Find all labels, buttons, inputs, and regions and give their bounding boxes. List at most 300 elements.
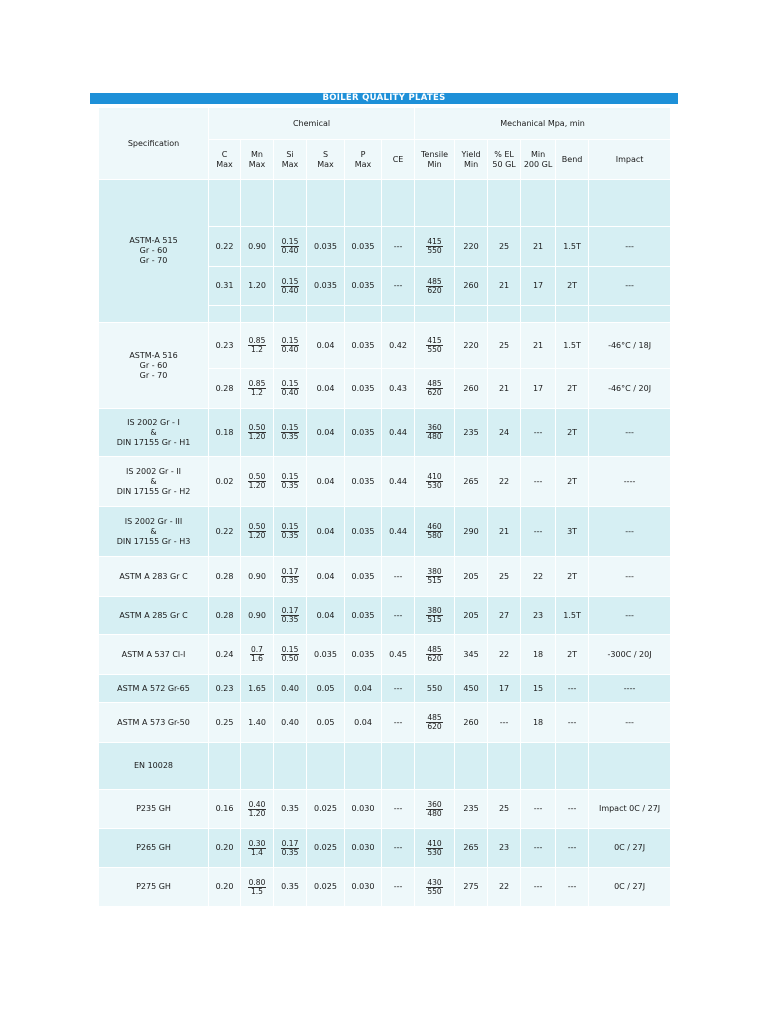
table-cell: 1.40: [241, 703, 274, 743]
fraction-value: $\frac{0.15}{0.40}$: [281, 276, 299, 295]
specification-cell: [99, 675, 209, 703]
table-cell: [415, 507, 455, 557]
table-row: [99, 409, 671, 457]
table-cell: Impact 0C / 27J: [589, 790, 671, 829]
table-cell: [241, 409, 274, 457]
table-cell: [241, 369, 274, 409]
table-cell: 0.43: [382, 369, 415, 409]
table-row: [99, 635, 671, 675]
table-cell: [589, 743, 671, 790]
table-cell: 22: [488, 868, 521, 907]
column-header: Min 200 GL: [521, 140, 556, 180]
table-cell: 23: [521, 597, 556, 635]
fraction-value: $\frac{485}{620}$: [427, 276, 442, 295]
table-title: BOILER QUALITY PLATES: [90, 93, 678, 104]
table-cell: 0.035: [345, 267, 382, 306]
empty-cell: [209, 180, 241, 227]
column-header: % EL 50 GL: [488, 140, 521, 180]
specification-cell: [99, 829, 209, 868]
specification-line: ASTM-A 516: [129, 350, 178, 360]
table-cell: [241, 868, 274, 907]
table-cell: [274, 267, 307, 306]
table-cell: [415, 829, 455, 868]
table-cell: 0.035: [345, 457, 382, 507]
column-header: P Max: [345, 140, 382, 180]
table-cell: 0.22: [209, 507, 241, 557]
fraction-value: $\frac{0.17}{0.35}$: [281, 606, 299, 624]
table-cell: -46°C / 18J: [589, 323, 671, 369]
table-cell: 21: [488, 369, 521, 409]
empty-cell: [556, 306, 589, 323]
fraction-value: $\frac{0.15}{0.35}$: [281, 522, 299, 540]
fraction-value: $\frac{410}{530}$: [427, 472, 442, 490]
empty-cell: [274, 306, 307, 323]
table-cell: 260: [455, 369, 488, 409]
table-cell: [415, 369, 455, 409]
table-cell: ---: [382, 868, 415, 907]
table-cell: [415, 597, 455, 635]
fraction-value: $\frac{0.17}{0.35}$: [281, 567, 299, 585]
table-cell: [241, 829, 274, 868]
table-cell: 17: [521, 267, 556, 306]
table-cell: [209, 743, 241, 790]
table-cell: 0.23: [209, 323, 241, 369]
table-cell: [274, 369, 307, 409]
column-header: Bend: [556, 140, 589, 180]
empty-cell: [307, 306, 345, 323]
table-cell: [241, 790, 274, 829]
specification-line: &: [150, 427, 157, 437]
table-cell: ---: [521, 457, 556, 507]
table-cell: 0.02: [209, 457, 241, 507]
fraction-value: $\frac{460}{580}$: [427, 522, 442, 540]
empty-cell: [241, 180, 274, 227]
table-cell: ---: [521, 829, 556, 868]
empty-cell: [382, 180, 415, 227]
table-cell: 21: [488, 507, 521, 557]
table-cell: 1.65: [241, 675, 274, 703]
fraction-value: $\frac{415}{550}$: [427, 336, 442, 354]
table-row: [99, 868, 671, 907]
table-cell: 0.035: [345, 323, 382, 369]
table-row: [99, 790, 671, 829]
empty-cell: [415, 306, 455, 323]
fraction-value: $\frac{360}{480}$: [427, 423, 442, 441]
specification-line: Gr - 60: [139, 246, 168, 255]
table-cell: 0.04: [307, 409, 345, 457]
table-cell: 205: [455, 557, 488, 597]
table-cell: 0.28: [209, 597, 241, 635]
specification-line: P265 GH: [136, 843, 171, 852]
table-cell: [274, 227, 307, 267]
table-cell: 0.42: [382, 323, 415, 369]
table-cell: 0.035: [345, 227, 382, 267]
table-cell: 22: [488, 457, 521, 507]
specification-cell: [99, 635, 209, 675]
header-chemical: Chemical: [209, 108, 415, 140]
fraction-value: $\frac{0.85}{1.2}$: [248, 336, 266, 354]
table-cell: 0.035: [307, 267, 345, 306]
table-cell: 21: [521, 323, 556, 369]
specification-line: ASTM A 572 Gr-65: [117, 683, 190, 693]
specification-line: EN 10028: [133, 761, 174, 770]
specification-cell: [99, 743, 209, 790]
table-cell: 2T: [556, 557, 589, 597]
table-cell: [415, 323, 455, 369]
table-cell: [274, 635, 307, 675]
fraction-value: $\frac{0.15}{0.35}$: [281, 423, 299, 441]
column-header: C Max: [209, 140, 241, 180]
header-mechanical: Mechanical Mpa, min: [415, 108, 671, 140]
specification-line: ASTM-A 515: [129, 236, 178, 245]
table-cell: ---: [382, 267, 415, 306]
table-cell: ---: [556, 703, 589, 743]
table-cell: 0.90: [241, 597, 274, 635]
specification-cell: [99, 457, 209, 507]
fraction-value: $\frac{485}{620}$: [427, 379, 442, 397]
table-cell: [415, 790, 455, 829]
fraction-value: $\frac{0.15}{0.35}$: [281, 472, 299, 490]
table-cell: 0.31: [209, 267, 241, 306]
table-cell: [415, 743, 455, 790]
table-cell: ---: [382, 597, 415, 635]
specification-cell: [99, 180, 209, 323]
column-header: CE: [382, 140, 415, 180]
table-row: [99, 743, 671, 790]
table-cell: ---: [382, 790, 415, 829]
table-cell: 18: [521, 635, 556, 675]
table-row: [99, 323, 671, 369]
table-cell: 0.22: [209, 227, 241, 267]
specification-line: Gr - 70: [139, 256, 168, 265]
specification-cell: [99, 507, 209, 557]
table-cell: [345, 743, 382, 790]
table-cell: [241, 457, 274, 507]
table-cell: 25: [488, 227, 521, 267]
specification-line: DIN 17155 Gr - H1: [116, 437, 191, 447]
empty-cell: [345, 180, 382, 227]
fraction-value: $\frac{0.40}{1.20}$: [248, 799, 266, 818]
table-row: [99, 675, 671, 703]
empty-cell: [556, 180, 589, 227]
table-cell: 0.40: [274, 675, 307, 703]
table-cell: 0.035: [345, 507, 382, 557]
table-cell: 220: [455, 323, 488, 369]
table-cell: 0.44: [382, 457, 415, 507]
table-cell: 25: [488, 323, 521, 369]
fraction-value: $\frac{0.50}{1.20}$: [248, 423, 266, 441]
specification-cell: [99, 557, 209, 597]
table-cell: ---: [382, 557, 415, 597]
empty-cell: [274, 180, 307, 227]
column-header: Si Max: [274, 140, 307, 180]
table-cell: 0.90: [241, 557, 274, 597]
empty-cell: [488, 180, 521, 227]
empty-cell: [589, 180, 671, 227]
fraction-value: $\frac{0.15}{0.50}$: [281, 645, 299, 663]
table-cell: 1.5T: [556, 597, 589, 635]
table-cell: 27: [488, 597, 521, 635]
table-cell: [241, 743, 274, 790]
table-cell: 0.030: [345, 829, 382, 868]
specification-cell: [99, 409, 209, 457]
table-cell: ---: [589, 267, 671, 306]
table-cell: [274, 507, 307, 557]
specification-line: IS 2002 Gr - I: [127, 417, 180, 427]
table-cell: ---: [382, 703, 415, 743]
table-row: [99, 457, 671, 507]
table-cell: 0.025: [307, 829, 345, 868]
table-cell: [415, 557, 455, 597]
table-cell: 25: [488, 557, 521, 597]
table-cell: 0.025: [307, 868, 345, 907]
table-cell: ---: [521, 507, 556, 557]
table-cell: [274, 557, 307, 597]
table-cell: 0.90: [241, 227, 274, 267]
table-cell: ---: [589, 597, 671, 635]
specification-line: ASTM A 283 Gr C: [119, 571, 188, 581]
table-cell: 0.23: [209, 675, 241, 703]
table-cell: 2T: [556, 457, 589, 507]
specification-line: IS 2002 Gr - III: [124, 516, 183, 526]
table-cell: 0.45: [382, 635, 415, 675]
table-cell: 0.40: [274, 703, 307, 743]
table-cell: [382, 743, 415, 790]
fraction-value: $\frac{0.15}{0.40}$: [281, 336, 299, 354]
empty-cell: [455, 306, 488, 323]
fraction-value: $\frac{0.85}{1.2}$: [248, 379, 266, 397]
table-cell: 24: [488, 409, 521, 457]
table-cell: 21: [488, 267, 521, 306]
table-cell: [274, 323, 307, 369]
table-cell: 0.04: [345, 703, 382, 743]
table-cell: 0.04: [307, 507, 345, 557]
table-cell: 25: [488, 790, 521, 829]
table-cell: ---: [382, 227, 415, 267]
table-cell: 0.035: [345, 635, 382, 675]
fraction-value: $\frac{415}{550}$: [427, 237, 442, 255]
specification-line: ASTM A 573 Gr-50: [117, 717, 190, 727]
table-cell: ---: [556, 675, 589, 703]
fraction-value: $\frac{0.7}{1.6}$: [251, 645, 263, 663]
table-cell: ---: [589, 507, 671, 557]
table-cell: 0.44: [382, 409, 415, 457]
table-cell: 0.04: [307, 323, 345, 369]
fraction-value: $\frac{410}{530}$: [427, 838, 442, 857]
table-cell: 0.35: [274, 868, 307, 907]
table-cell: 220: [455, 227, 488, 267]
table-cell: 235: [455, 409, 488, 457]
table-cell: 290: [455, 507, 488, 557]
specification-line: Gr - 70: [139, 370, 168, 380]
table-cell: [241, 507, 274, 557]
table-cell: [241, 635, 274, 675]
specification-line: Gr - 60: [139, 360, 168, 370]
table-cell: 345: [455, 635, 488, 675]
table-cell: 265: [455, 829, 488, 868]
table-cell: 0.04: [307, 597, 345, 635]
table-cell: 21: [521, 227, 556, 267]
table-cell: 450: [455, 675, 488, 703]
empty-cell: [307, 180, 345, 227]
specification-line: ASTM A 537 Cl-I: [121, 649, 186, 659]
table-cell: [415, 868, 455, 907]
table-cell: 0.035: [307, 635, 345, 675]
table-cell: 0.025: [307, 790, 345, 829]
specification-line: P235 GH: [136, 804, 171, 813]
column-header: S Max: [307, 140, 345, 180]
table-cell: ---: [556, 829, 589, 868]
specification-cell: [99, 323, 209, 409]
table-cell: 0.04: [307, 557, 345, 597]
table-cell: [241, 323, 274, 369]
table-cell: 22: [488, 635, 521, 675]
fraction-value: $\frac{0.50}{1.20}$: [248, 522, 266, 540]
table-cell: [415, 409, 455, 457]
specification-cell: [99, 597, 209, 635]
column-header: Mn Max: [241, 140, 274, 180]
table-row: [99, 507, 671, 557]
fraction-value: $\frac{0.15}{0.40}$: [281, 379, 299, 397]
table-cell: ---: [382, 829, 415, 868]
table-cell: 0.030: [345, 790, 382, 829]
table-cell: ---: [521, 868, 556, 907]
table-cell: [274, 829, 307, 868]
table-cell: ---: [382, 675, 415, 703]
specification-line: IS 2002 Gr - II: [125, 466, 182, 476]
table-cell: ---: [488, 703, 521, 743]
table-cell: 260: [455, 703, 488, 743]
table-cell: ---: [589, 409, 671, 457]
table-cell: 0.04: [307, 369, 345, 409]
table-cell: 0.035: [345, 597, 382, 635]
fraction-value: $\frac{0.80}{1.5}$: [248, 877, 266, 896]
header-specification: Specification: [99, 108, 209, 180]
empty-cell: [415, 180, 455, 227]
table-cell: -300C / 20J: [589, 635, 671, 675]
specification-line: DIN 17155 Gr - H2: [116, 486, 191, 496]
table-cell: ----: [589, 675, 671, 703]
table-cell: 0.20: [209, 829, 241, 868]
table-cell: 0.28: [209, 369, 241, 409]
spacer-row: [99, 180, 671, 227]
table-cell: 0.04: [307, 457, 345, 507]
table-cell: [274, 457, 307, 507]
table-cell: [415, 703, 455, 743]
table-cell: 0.28: [209, 557, 241, 597]
table-cell: 0.04: [345, 675, 382, 703]
specification-cell: [99, 703, 209, 743]
specification-line: DIN 17155 Gr - H3: [116, 536, 191, 546]
empty-cell: [455, 180, 488, 227]
table-cell: 0.35: [274, 790, 307, 829]
fraction-value: $\frac{0.17}{0.35}$: [281, 838, 299, 857]
table-cell: [488, 743, 521, 790]
table-cell: 235: [455, 790, 488, 829]
table-cell: 0.05: [307, 675, 345, 703]
fraction-value: $\frac{0.30}{1.4}$: [248, 838, 266, 857]
table-body: [99, 180, 671, 907]
table-cell: ---: [556, 790, 589, 829]
empty-cell: [345, 306, 382, 323]
column-header: Impact: [589, 140, 671, 180]
empty-cell: [488, 306, 521, 323]
table-cell: [274, 409, 307, 457]
specification-cell: [99, 868, 209, 907]
table-cell: ---: [589, 227, 671, 267]
table-cell: [556, 743, 589, 790]
table-cell: 0.25: [209, 703, 241, 743]
table-cell: 2T: [556, 635, 589, 675]
fraction-value: $\frac{0.50}{1.20}$: [248, 472, 266, 490]
table-cell: 0.44: [382, 507, 415, 557]
fraction-value: $\frac{430}{550}$: [427, 877, 442, 896]
table-row: [99, 703, 671, 743]
table-cell: ---: [589, 557, 671, 597]
empty-cell: [521, 180, 556, 227]
table-cell: -46°C / 20J: [589, 369, 671, 409]
specification-line: &: [150, 476, 157, 486]
specification-cell: [99, 790, 209, 829]
table-cell: 1.20: [241, 267, 274, 306]
empty-cell: [521, 306, 556, 323]
table-cell: [455, 743, 488, 790]
table-cell: 2T: [556, 267, 589, 306]
specification-line: ASTM A 285 Gr C: [119, 610, 188, 620]
table-cell: 0.035: [345, 369, 382, 409]
table-cell: 205: [455, 597, 488, 635]
header-row-groups: [99, 108, 671, 140]
table-cell: 260: [455, 267, 488, 306]
table-cell: 1.5T: [556, 323, 589, 369]
empty-cell: [209, 306, 241, 323]
table-cell: ----: [589, 457, 671, 507]
table-cell: 265: [455, 457, 488, 507]
table-cell: 0.030: [345, 868, 382, 907]
table-row: [99, 829, 671, 868]
table-cell: 17: [488, 675, 521, 703]
table-cell: 275: [455, 868, 488, 907]
table-cell: 0.18: [209, 409, 241, 457]
fraction-value: $\frac{0.15}{0.40}$: [281, 237, 299, 255]
table-cell: 2T: [556, 409, 589, 457]
table-cell: 23: [488, 829, 521, 868]
table-cell: 0.16: [209, 790, 241, 829]
table-cell: 15: [521, 675, 556, 703]
fraction-value: $\frac{360}{480}$: [427, 799, 442, 818]
empty-cell: [241, 306, 274, 323]
table-cell: ---: [556, 868, 589, 907]
table-cell: [415, 267, 455, 306]
table-cell: 0C / 27J: [589, 868, 671, 907]
table-cell: 22: [521, 557, 556, 597]
table-cell: 0C / 27J: [589, 829, 671, 868]
fraction-value: $\frac{380}{515}$: [427, 567, 442, 585]
boiler-quality-plates-table: [98, 107, 671, 907]
table-cell: [307, 743, 345, 790]
table-cell: ---: [589, 703, 671, 743]
table-row: [99, 557, 671, 597]
specification-line: P275 GH: [136, 882, 171, 891]
table-cell: 1.5T: [556, 227, 589, 267]
specification-line: &: [150, 526, 157, 536]
column-header: Tensile Min: [415, 140, 455, 180]
table-cell: 0.24: [209, 635, 241, 675]
table-cell: [274, 743, 307, 790]
table-cell: 0.20: [209, 868, 241, 907]
table-cell: 18: [521, 703, 556, 743]
table-row: [99, 597, 671, 635]
